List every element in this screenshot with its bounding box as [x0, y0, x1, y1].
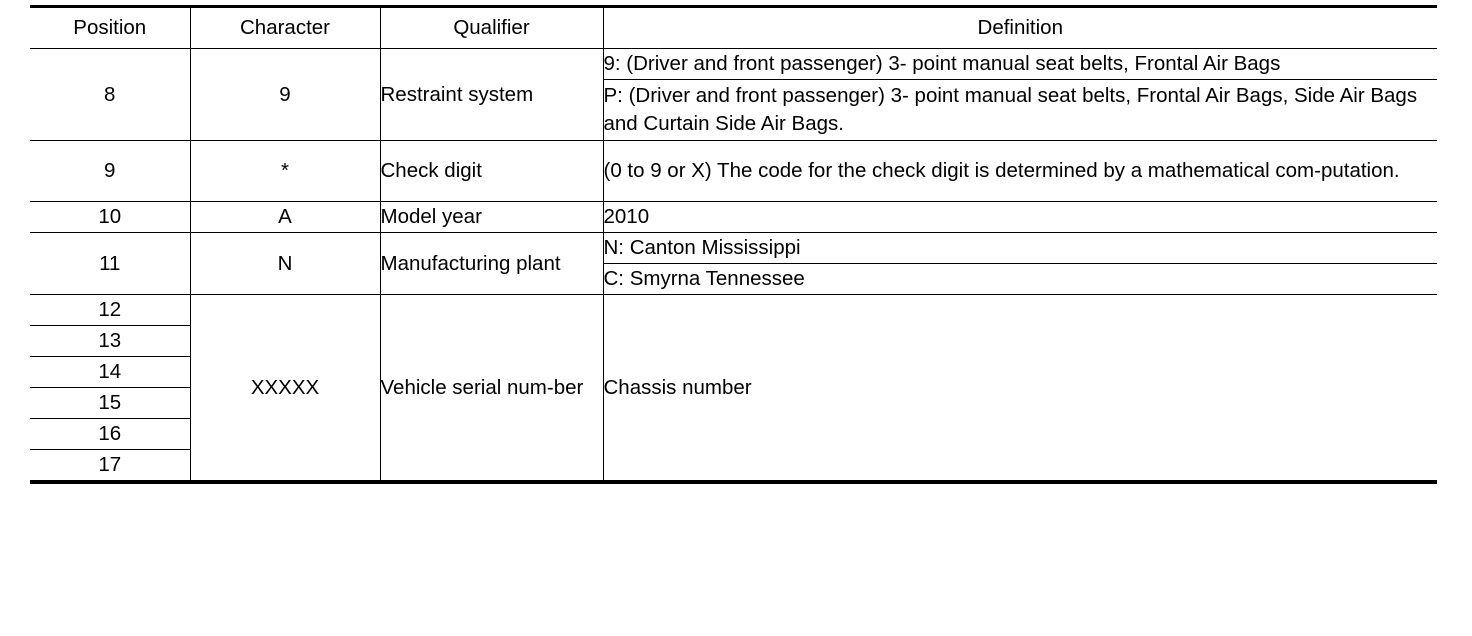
definition-cell: 2010 — [603, 202, 1437, 233]
character-cell: * — [190, 141, 380, 202]
qualifier-cell: Check digit — [380, 141, 603, 202]
position-cell: 13 — [30, 326, 190, 357]
character-cell: 9 — [190, 49, 380, 141]
table-row — [30, 295, 1437, 326]
header-character: Character — [190, 7, 380, 49]
definition-cell: P: (Driver and front passenger) 3- point manual seat belts, Frontal Air Bags, Side Air Bags and Curtain Side Air Bags. — [603, 80, 1437, 141]
qualifier-cell: Vehicle serial num-ber — [380, 295, 603, 483]
character-cell: N — [190, 233, 380, 295]
table-row — [30, 49, 1437, 80]
position-cell: 9 — [30, 141, 190, 202]
position-cell: 15 — [30, 388, 190, 419]
position-cell: 10 — [30, 202, 190, 233]
definition-cell: (0 to 9 or X) The code for the check digit is determined by a mathematical com-putation. — [603, 141, 1437, 202]
header-qualifier: Qualifier — [380, 7, 603, 49]
position-cell: 12 — [30, 295, 190, 326]
table-row — [30, 141, 1437, 202]
character-cell: A — [190, 202, 380, 233]
position-cell: 16 — [30, 419, 190, 450]
definition-cell: C: Smyrna Tennessee — [603, 264, 1437, 295]
qualifier-cell: Restraint system — [380, 49, 603, 141]
definition-cell: 9: (Driver and front passenger) 3- point manual seat belts, Frontal Air Bags — [603, 49, 1437, 80]
qualifier-cell: Manufacturing plant — [380, 233, 603, 295]
position-cell: 14 — [30, 357, 190, 388]
header-row — [30, 7, 1437, 49]
table-row — [30, 202, 1437, 233]
header-definition: Definition — [603, 7, 1437, 49]
position-cell: 17 — [30, 450, 190, 483]
qualifier-cell: Model year — [380, 202, 603, 233]
vin-table — [30, 5, 1437, 484]
definition-cell: N: Canton Mississippi — [603, 233, 1437, 264]
character-cell: XXXXX — [190, 295, 380, 483]
definition-cell: Chassis number — [603, 295, 1437, 483]
position-cell: 8 — [30, 49, 190, 141]
position-cell: 11 — [30, 233, 190, 295]
header-position: Position — [30, 7, 190, 49]
table-row — [30, 233, 1437, 264]
